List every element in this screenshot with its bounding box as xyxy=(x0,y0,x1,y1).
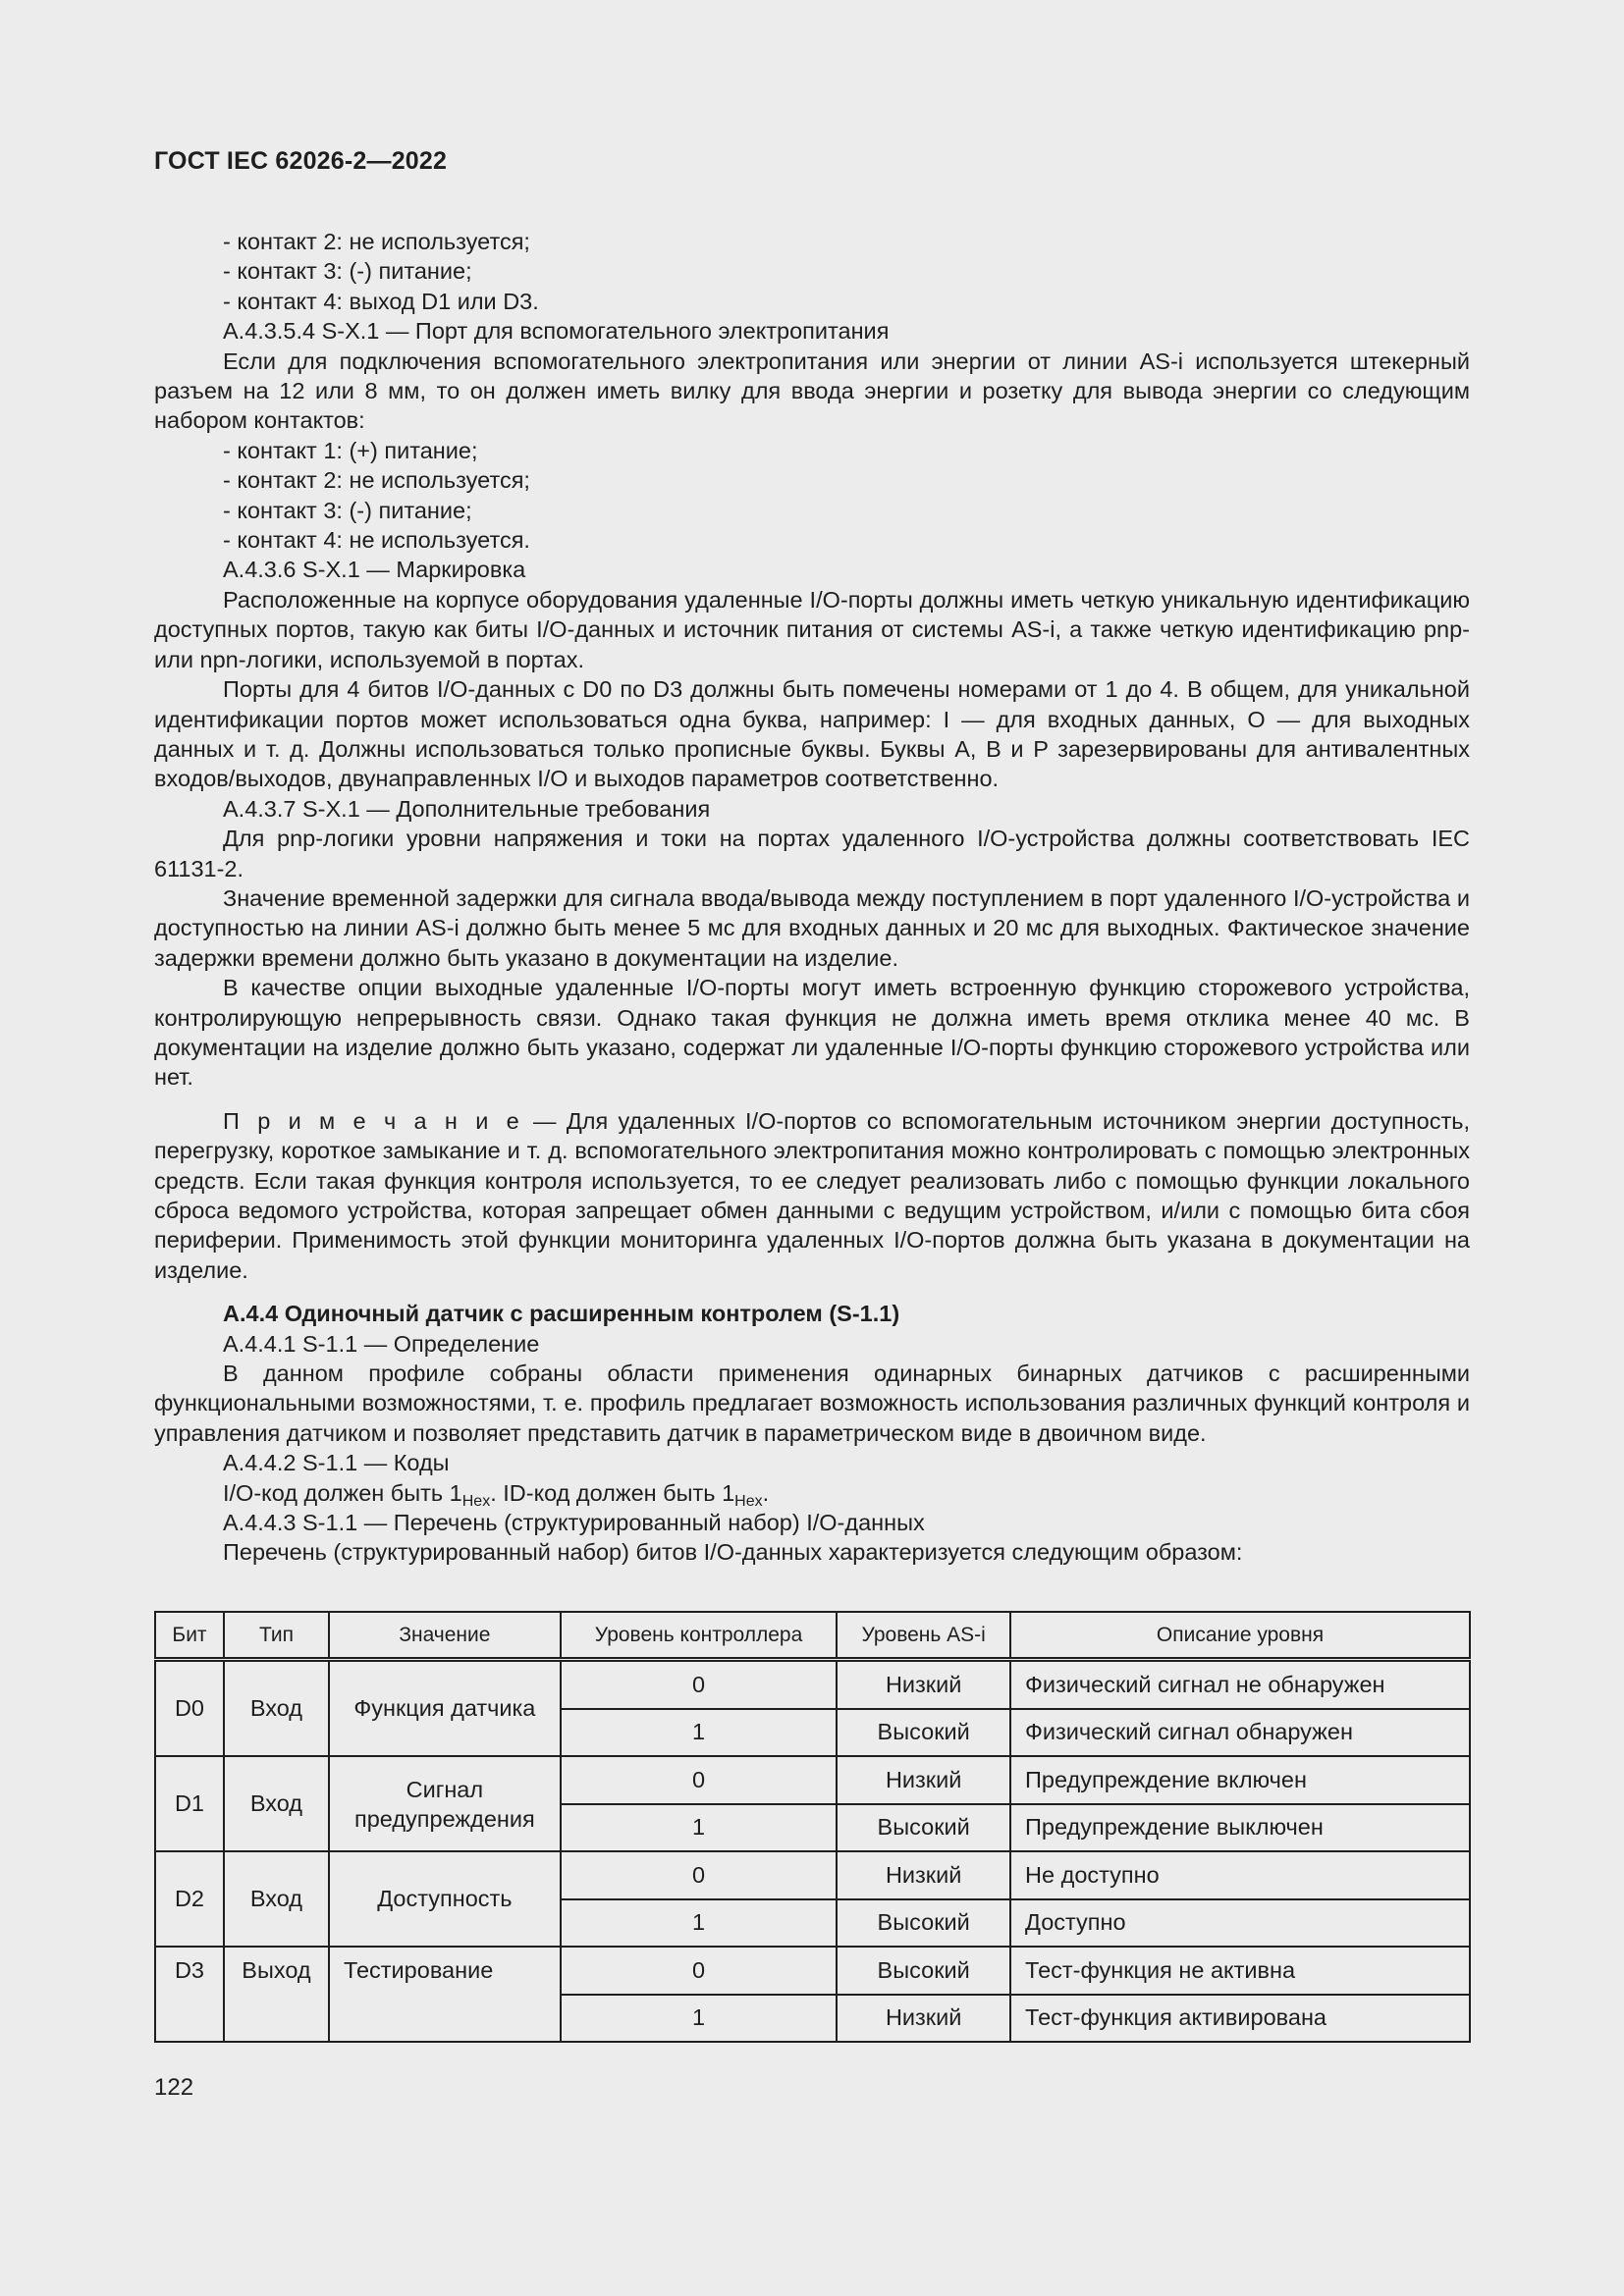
table-header-row xyxy=(155,1612,1470,1660)
clause-heading: А.4.3.6 S-X.1 — Маркировка xyxy=(223,557,526,583)
table-row xyxy=(155,1660,1470,1709)
contact-item: - контакт 3: (-) питание; xyxy=(223,258,472,285)
type-cell: Выход xyxy=(224,1947,329,2042)
note-label: П р и м е ч а н и е xyxy=(223,1107,523,1134)
type-cell: Вход xyxy=(224,1660,329,1757)
section-heading: А.4.4 Одиночный датчик с расширенным контролем (S-1.1) xyxy=(223,1301,900,1327)
paragraph: Значение временной задержки для сигнала ввода/вывода между поступлением в порт удаленного I/O-устройства и доступностью на линии AS-i должно быть менее 5 мс для входных данных и 20 мс для выходных. Фактическое значение задержки времени должно быть указано в документации на изделие. xyxy=(154,884,1470,971)
asi-level-cell: Высокий xyxy=(837,1947,1010,1995)
note-paragraph xyxy=(154,1106,1470,1285)
asi-level-cell: Высокий xyxy=(837,1899,1010,1948)
asi-level-cell: Низкий xyxy=(837,1851,1010,1899)
description-cell: Предупреждение включен xyxy=(1010,1756,1470,1804)
bit-cell: D3 xyxy=(155,1947,224,2042)
description-cell: Не доступно xyxy=(1010,1851,1470,1899)
clause-heading: А.4.3.7 S-X.1 — Дополнительные требования xyxy=(223,795,711,822)
paragraph: Если для подключения вспомогательного электропитания или энергии от линии AS-i используется штекерный разъем на 12 или 8 мм, то он должен иметь вилку для ввода энергии и розетку для вывода энергии со следующим набором контактов: xyxy=(154,347,1470,434)
contact-item: - контакт 4: выход D1 или D3. xyxy=(223,288,539,314)
bit-cell: D0 xyxy=(155,1660,224,1757)
contact-item: - контакт 1: (+) питание; xyxy=(223,437,478,463)
contact-item: - контакт 4: не используется. xyxy=(223,527,530,554)
io-bits-table xyxy=(154,1611,1471,2043)
description-cell: Тест-функция не активна xyxy=(1010,1947,1470,1995)
paragraph: В данном профиле собраны области применения одинарных бинарных датчиков с расширенными функциональными возможностями, т. е. профиль предлагает возможность использования различных функций контроля и управления датчиком и позволяет представить датчик в параметрическом виде в двоичном виде. xyxy=(154,1361,1470,1446)
paragraph: Расположенные на корпусе оборудования удаленные I/O-порты должны иметь четкую уникальную идентификацию доступных портов, такую как биты I/O-данных и источник питания от системы AS-i, а также четкую идентификацию pnp- или npn-логики, используемой в портах. xyxy=(154,586,1470,672)
type-cell: Вход xyxy=(224,1756,329,1851)
paragraph: Перечень (структурированный набор) битов I/O-данных характеризуется следующим образом: xyxy=(223,1539,1243,1566)
bit-cell: D2 xyxy=(155,1851,224,1947)
paragraph: В качестве опции выходные удаленные I/O-порты могут иметь встроенную функцию сторожевого устройства, контролирующую непрерывность связи. Однако такая функция не должна иметь время отклика менее 40 мс. В документации на изделие должно быть указано, содержат ли удаленные I/O-порты функцию сторожевого устройства или нет. xyxy=(154,975,1470,1091)
description-cell: Доступно xyxy=(1010,1899,1470,1948)
clause-heading: А.4.3.5.4 S-X.1 — Порт для вспомогательного электропитания xyxy=(223,318,890,345)
column-header: Уровень контроллера xyxy=(561,1612,837,1660)
codes-subscript: Hex xyxy=(734,1492,763,1510)
controller-level-cell: 0 xyxy=(561,1851,837,1899)
asi-level-cell: Высокий xyxy=(837,1804,1010,1852)
clause-heading: А.4.4.2 S-1.1 — Коды xyxy=(223,1450,450,1476)
document-body xyxy=(154,227,1470,1568)
description-cell: Физический сигнал не обнаружен xyxy=(1010,1660,1470,1709)
meaning-cell: Тестирование xyxy=(329,1947,561,2042)
table-row xyxy=(155,1851,1470,1899)
meaning-cell: Доступность xyxy=(329,1851,561,1947)
controller-level-cell: 0 xyxy=(561,1660,837,1709)
note-text: — Для удаленных I/O-портов со вспомогательным источником энергии доступность, перегрузку, короткое замыкание и т. д. вспомогательного электропитания можно контролировать с помощью электронных средств. Если такая функция контроля используется, то ее следует реализовать либо с помощью функции локального сброса ведомого устройства, которая запрещает обмен данными с ведущим устройством, и/или с помощью бита сбоя периферии. Применимость этой функции мониторинга удаленных I/O-портов должна быть указана в документации на изделие. xyxy=(154,1107,1471,1283)
column-header: Описание уровня xyxy=(1010,1612,1470,1660)
description-cell: Тест-функция активирована xyxy=(1010,1995,1470,2043)
meaning-cell: Сигнал предупреждения xyxy=(329,1756,561,1851)
codes-text: . ID-код должен быть 1 xyxy=(490,1479,735,1506)
asi-level-cell: Низкий xyxy=(837,1995,1010,2043)
meaning-cell: Функция датчика xyxy=(329,1660,561,1757)
bit-cell: D1 xyxy=(155,1756,224,1851)
clause-heading: А.4.4.3 S-1.1 — Перечень (структурированный набор) I/O-данных xyxy=(223,1510,925,1536)
contact-item: - контакт 2: не используется; xyxy=(223,467,530,494)
table-row xyxy=(155,1947,1470,1995)
controller-level-cell: 1 xyxy=(561,1899,837,1948)
clause-heading: А.4.4.1 S-1.1 — Определение xyxy=(223,1330,540,1357)
controller-level-cell: 0 xyxy=(561,1947,837,1995)
column-header: Значение xyxy=(329,1612,561,1660)
column-header: Тип xyxy=(224,1612,329,1660)
controller-level-cell: 0 xyxy=(561,1756,837,1804)
asi-level-cell: Низкий xyxy=(837,1660,1010,1709)
type-cell: Вход xyxy=(224,1851,329,1947)
description-cell: Физический сигнал обнаружен xyxy=(1010,1709,1470,1757)
contact-item: - контакт 3: (-) питание; xyxy=(223,497,472,523)
paragraph: Для pnp-логики уровни напряжения и токи на портах удаленного I/O-устройства должны соответствовать IEC 61131-2. xyxy=(154,826,1470,881)
contact-item: - контакт 2: не используется; xyxy=(223,229,530,254)
codes-text: . xyxy=(762,1479,770,1506)
column-header: Бит xyxy=(155,1612,224,1660)
document-header: ГОСТ IEC 62026-2—2022 xyxy=(154,147,448,175)
description-cell: Предупреждение выключен xyxy=(1010,1804,1470,1852)
table-row xyxy=(155,1756,1470,1804)
asi-level-cell: Высокий xyxy=(837,1709,1010,1757)
asi-level-cell: Низкий xyxy=(837,1756,1010,1804)
paragraph: Порты для 4 битов I/O-данных с D0 по D3 должны быть помечены номерами от 1 до 4. В общем, для уникальной идентификации портов может использоваться одна буква, например: I — для входных данных, O — для выходных данных и т. д. Должны использоваться только прописные буквы. Буквы A, B и P зарезервированы для антивалентных входов/выходов, двунаправленных I/O и выходов параметров соответственно. xyxy=(154,676,1470,792)
controller-level-cell: 1 xyxy=(561,1995,837,2043)
codes-paragraph xyxy=(154,1478,1470,1508)
codes-text: I/O-код должен быть 1 xyxy=(223,1479,462,1506)
codes-subscript: Hex xyxy=(461,1492,491,1510)
column-header: Уровень AS-i xyxy=(837,1612,1010,1660)
controller-level-cell: 1 xyxy=(561,1804,837,1852)
page-number: 122 xyxy=(154,2074,194,2101)
controller-level-cell: 1 xyxy=(561,1709,837,1757)
